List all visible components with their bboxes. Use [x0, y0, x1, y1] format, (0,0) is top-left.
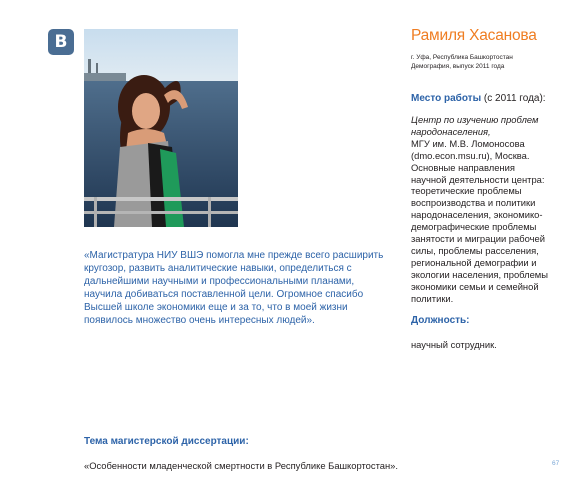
- graduate-location: г. Уфа, Республика Башкортостан: [411, 54, 513, 61]
- thesis-label: Тема магистерской диссертации:: [84, 436, 249, 447]
- workplace-since: (с 2011 года):: [483, 93, 546, 104]
- page-number: 67: [552, 460, 560, 467]
- position-value: научный сотрудник.: [411, 339, 497, 350]
- profile-photo: [84, 29, 238, 227]
- graduate-details: [411, 53, 561, 71]
- center-name-line2: народонаселения,: [411, 125, 491, 137]
- graduate-program: Демография, выпуск 2011 года: [411, 63, 505, 70]
- vk-social-icon[interactable]: В: [48, 29, 74, 55]
- workplace-label-text: Место работы: [411, 93, 482, 104]
- testimonial-quote: «Магистратура НИУ ВШЭ помогла мне прежде всего расширить кругозор, развить аналитические навыки, определиться с дальнейшими научными и профессиональными планами, научила добиваться поставленной цели. Огромное спасибо Высшей школе экономики еще и за то, что в моей жизни появилось множество очень интересных людей».: [84, 250, 384, 326]
- center-description: Основные направления научной деятельности центра: теоретические проблемы воспроизводства и политики народонаселения, экономико-демографические проблемы занятости и миграции рабочей силы, проблемы расселения, региональной демографии и экологии населения, проблемы экономики семьи и семейной политики.: [411, 161, 548, 304]
- graduate-name: Рамиля Хасанова: [411, 27, 537, 44]
- workplace-label: [411, 93, 546, 104]
- workplace-info: [411, 114, 551, 305]
- center-name-line1: Центр по изучению проблем: [411, 114, 539, 125]
- thesis-title: «Особенности младенческой смертности в Республике Башкортостан».: [84, 460, 398, 471]
- position-label: Должность:: [411, 315, 470, 326]
- center-site-city: (dmo.econ.msu.ru), Москва.: [411, 149, 530, 161]
- university-name: МГУ им. М.В. Ломоносова: [411, 137, 525, 149]
